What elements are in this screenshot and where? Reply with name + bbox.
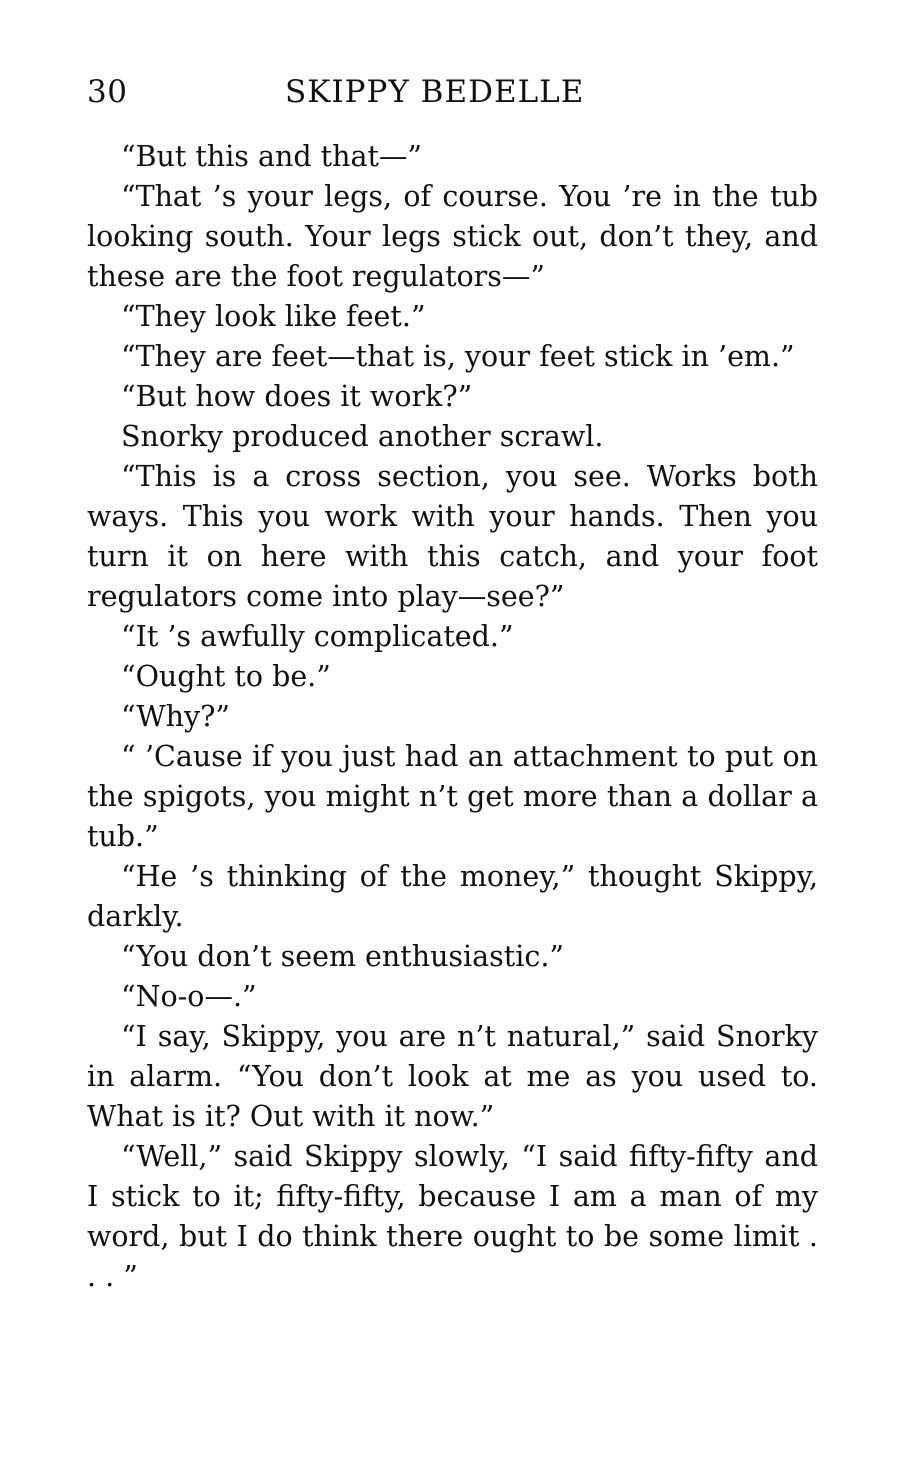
- paragraph: “ ’Cause if you just had an attachment to put on the spigots, you might n’t get more than a dollar a tub.”: [87, 740, 818, 853]
- body-text: [87, 137, 818, 1297]
- paragraph: “That ’s your legs, of course. You ’re in the tub looking south. Your legs stick out, don’t they, and these are the foot regulators—”: [87, 180, 818, 293]
- page-number: 30: [87, 74, 128, 110]
- paragraph: “But how does it work?”: [121, 380, 473, 413]
- paragraph: “Well,” said Skippy slowly, “I said fifty-fifty and I stick to it; fifty-fifty, because I am a man of my word, but I do think there ought to be some limit . . . ”: [87, 1140, 818, 1293]
- paragraph: “But this and that—”: [121, 140, 422, 173]
- paragraph: “Why?”: [121, 700, 230, 733]
- paragraph: “This is a cross section, you see. Works both ways. This you work with your hands. Then you turn it on here with this catch, and your foot regulators come into play—see?”: [87, 460, 818, 613]
- paragraph: “No-o—.”: [121, 980, 257, 1013]
- paragraph: “You don’t seem enthusiastic.”: [121, 940, 564, 973]
- running-head: SKIPPY BEDELLE: [285, 74, 585, 110]
- paragraph: “I say, Skippy, you are n’t natural,” said Snorky in alarm. “You don’t look at me as you used to. What is it? Out with it now.”: [87, 1020, 818, 1133]
- page-header: [87, 74, 818, 120]
- paragraph: “They are feet—that is, your feet stick in ’em.”: [121, 340, 795, 373]
- paragraph: Snorky produced another scrawl.: [121, 420, 604, 453]
- paragraph: “They look like feet.”: [121, 300, 426, 333]
- paragraph: “He ’s thinking of the money,” thought Skippy, darkly.: [87, 860, 818, 933]
- paragraph: “It ’s awfully complicated.”: [121, 620, 514, 653]
- paragraph: “Ought to be.”: [121, 660, 331, 693]
